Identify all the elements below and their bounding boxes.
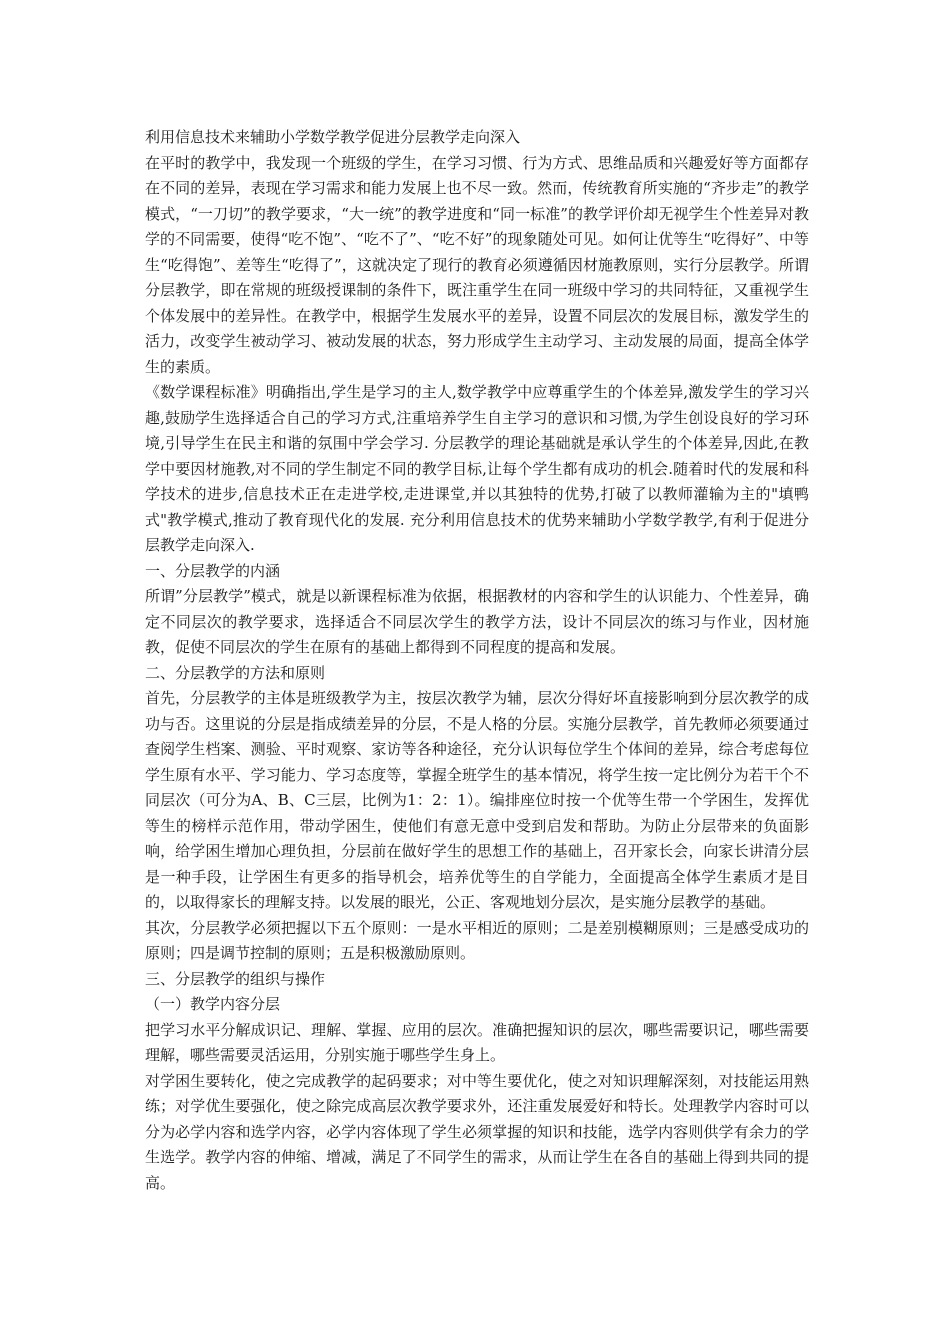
section-heading-1: 一、分层教学的内涵 <box>145 561 281 580</box>
document-page <box>145 125 809 1196</box>
document-title: 利用信息技术来辅助小学数学教学促进分层教学走向深入 <box>145 128 521 146</box>
paragraph-curriculum-standard: 《数学课程标准》明确指出,学生是学习的主人,数学教学中应尊重学生的个体差异,激发学生的学习兴趣,鼓励学生选择适合自己的学习方式,注重培养学生自主学习的意识和习惯,为学生创设良好的学习环境,引导学生在民主和谐的氛围中学会学习. 分层教学的理论基础就是承认学生的个体差异,因此,在教学中要因材施教,对不同的学生制定不同的教学目标,让每个学生都有成功的机会.随着时代的发展和科学技术的进步,信息技术正在走进学校,走进课堂,并以其独特的优势,打破了以教师灌输为主的"填鸭式"教学模式,推动了教育现代化的发展. 充分利用信息技术的优势来辅助小学数学教学,有利于促进分层教学走向深入. <box>145 383 809 554</box>
section-heading-2: 二、分层教学的方法和原则 <box>145 663 326 682</box>
paragraph-content-handling: 对学困生要转化，使之完成教学的起码要求；对中等生要优化，使之对知识理解深刻，对技能运用熟练；对学优生要强化，使之除完成高层次教学要求外，还注重发展爱好和特长。处理教学内容时可以分为必学内容和选学内容，必学内容体现了学生必须掌握的知识和技能，选学内容则供学有余力的学生选学。教学内容的伸缩、增减，满足了不同学生的需求，从而让学生在各自的基础上得到共同的提高。 <box>145 1071 809 1192</box>
section-heading-3: 三、分层教学的组织与操作 <box>145 969 326 988</box>
paragraph-content-levels: 把学习水平分解成识记、理解、掌握、应用的层次。准确把握知识的层次，哪些需要识记，哪些需要理解，哪些需要灵活运用，分别实施于哪些学生身上。 <box>145 1020 809 1064</box>
paragraph-principles: 其次，分层教学必须把握以下五个原则：一是水平相近的原则；二是差别模糊原则；三是感受成功的原则；四是调节控制的原则；五是积极激励原则。 <box>145 918 809 962</box>
subsection-heading-1: （一）教学内容分层 <box>145 995 281 1013</box>
paragraph-definition: 所谓”分层教学”模式，就是以新课程标准为依据，根据教材的内容和学生的认识能力、个性差异，确定不同层次的教学要求，选择适合不同层次学生的教学方法，设计不同层次的练习与作业，因材施教，促使不同层次的学生在原有的基础上都得到不同程度的提高和发展。 <box>145 587 809 656</box>
paragraph-methods: 首先，分层教学的主体是班级教学为主，按层次教学为辅，层次分得好坏直接影响到分层次教学的成功与否。这里说的分层是指成绩差异的分层，不是人格的分层。实施分层教学，首先教师必须要通过查阅学生档案、测验、平时观察、家访等各种途径，充分认识每位学生个体间的差异，综合考虑每位学生原有水平、学习能力、学习态度等，掌握全班学生的基本情况，将学生按一定比例分为若干个不同层次（可分为A、B、C三层，比例为1：2：1）。编排座位时按一个优等生带一个学困生，发挥优等生的榜样示范作用，带动学困生，使他们有意无意中受到启发和帮助。为防止分层带来的负面影响，给学困生增加心理负担，分层前在做好学生的思想工作的基础上，召开家长会，向家长讲清分层是一种手段，让学困生有更多的指导机会，培养优等生的自学能力，全面提高全体学生素质才是目的，以取得家长的理解支持。以发展的眼光，公正、客观地划分层次，是实施分层教学的基础。 <box>145 689 809 911</box>
paragraph-intro: 在平时的教学中，我发现一个班级的学生，在学习习惯、行为方式、思维品质和兴趣爱好等方面都存在不同的差异，表现在学习需求和能力发展上也不尽一致。然而，传统教育所实施的“齐步走”的教学模式，“一刀切”的教学要求，“大一统”的教学进度和“同一标准”的教学评价却无视学生个性差异对教学的不同需要，使得“吃不饱”、“吃不了”、“吃不好”的现象随处可见。如何让优等生“吃得好”、中等生“吃得饱”、差等生“吃得了”，这就决定了现行的教育必须遵循因材施教原则，实行分层教学。所谓分层教学，即在常规的班级授课制的条件下，既注重学生在同一班级中学习的共同特征，又重视学生个体发展中的差异性。在教学中，根据学生发展水平的差异，设置不同层次的发展目标，激发学生的活力，改变学生被动学习、被动发展的状态，努力形成学生主动学习、主动发展的局面，提高全体学生的素质。 <box>145 153 809 376</box>
